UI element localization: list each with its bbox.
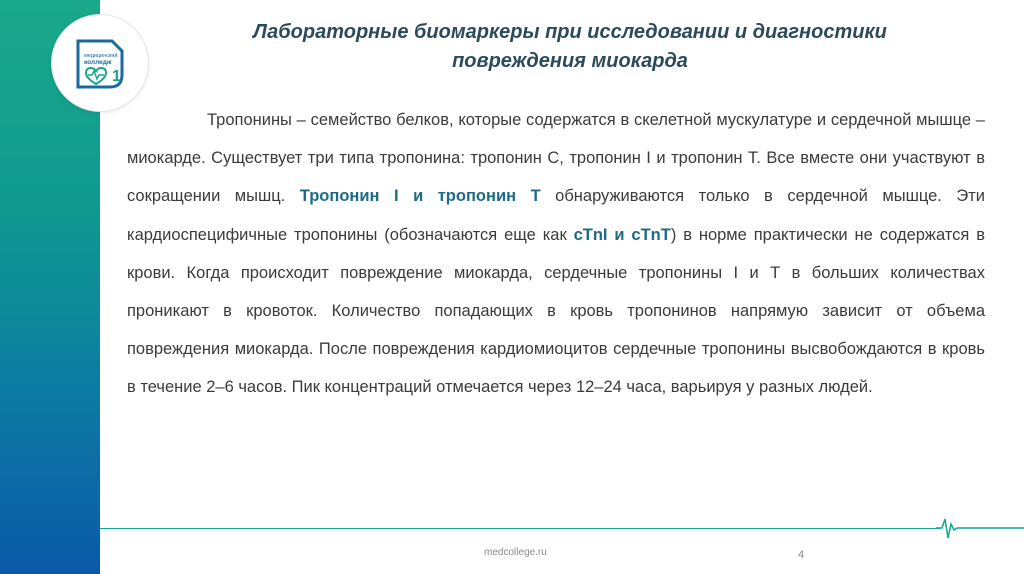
footer-website: medcollege.ru [484, 547, 547, 558]
ctn-highlight: cTnI и cTnT [573, 225, 671, 244]
body-paragraph [127, 101, 985, 407]
logo-text-top: медицинский [84, 53, 118, 59]
heartbeat-icon [936, 514, 1024, 542]
body-text-part-1: Тропонины – семейство белков, которые содержатся в скелетной мускулатуре и сердечной мышце – миокарде. Существует три типа тропонина: тропонин С, тропонин I и тропонин Т. Все вместе они участвуют в сокращении мышц. [127, 111, 985, 206]
body-text-part-3: ) в норме практически не содержатся в крови. Когда происходит повреждение миокарда, сердечные тропонины I и Т в больших количествах проникают в кровоток. Количество попадающих в кровь тропонинов напрямую зависит от объема повреждения миокарда. После повреждения кардиомиоцитов сердечные тропонины высвобождаются в кровь в течение 2–6 часов. Пик концентраций отмечается через 12–24 часа, варьируя у разных людей. [127, 225, 985, 397]
footer-divider [100, 528, 940, 529]
title-line-2: повреждения миокарда [452, 50, 688, 72]
logo-icon [72, 35, 128, 91]
logo-number: 1 [112, 68, 121, 85]
troponin-highlight: Тропонин I и тропонин Т [299, 187, 541, 206]
title-line-1: Лабораторные биомаркеры при исследовании и диагностики [253, 21, 887, 43]
logo-text-bottom: колледж [84, 59, 112, 66]
college-logo [52, 15, 148, 111]
slide-title [150, 18, 990, 76]
page-number: 4 [798, 549, 805, 561]
body-text-part-2: обнаруживаются только в сердечной мышце. Эти кардиоспецифичные тропонины (обозначаются еще как [127, 187, 985, 244]
